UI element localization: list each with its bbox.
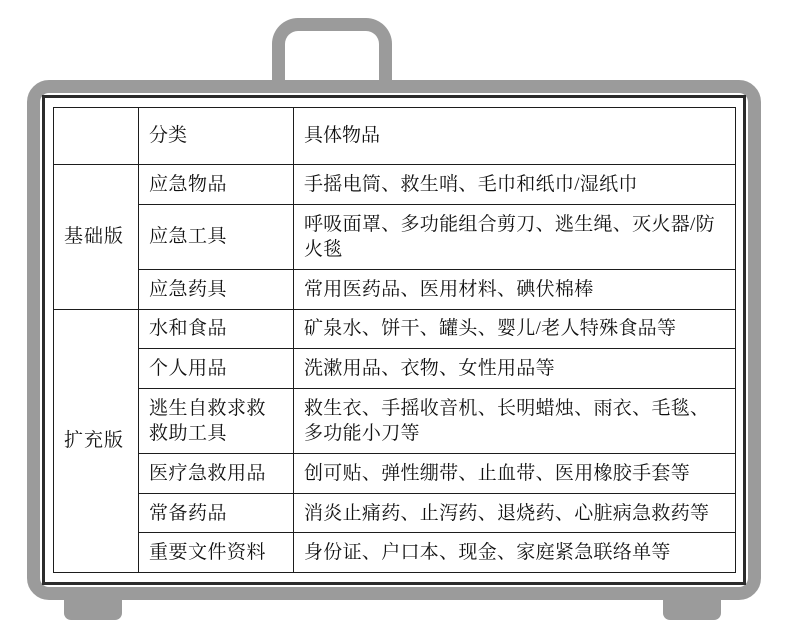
category-cell: 重要文件资料: [139, 533, 294, 573]
items-cell: 手摇电筒、救生哨、毛巾和纸巾/湿纸巾: [294, 165, 736, 205]
category-cell: 医疗急救用品: [139, 454, 294, 494]
table-row: [54, 493, 736, 533]
table-row: [54, 454, 736, 494]
category-cell: 水和食品: [139, 309, 294, 349]
items-cell: 身份证、户口本、现金、家庭紧急联络单等: [294, 533, 736, 573]
suitcase-foot-left: [64, 598, 122, 620]
column-header-items: 具体物品: [294, 108, 736, 165]
table-row: [54, 165, 736, 205]
emergency-supplies-table: [53, 107, 736, 573]
category-cell: 应急药具: [139, 270, 294, 310]
category-cell: 常备药品: [139, 493, 294, 533]
category-cell: 应急工具: [139, 204, 294, 270]
items-cell: 常用医药品、医用材料、碘伏棉棒: [294, 270, 736, 310]
column-header-category: 分类: [139, 108, 294, 165]
items-cell: 救生衣、手摇收音机、长明蜡烛、雨衣、毛毯、多功能小刀等: [294, 388, 736, 454]
table-row: [54, 270, 736, 310]
items-cell: 创可贴、弹性绷带、止血带、医用橡胶手套等: [294, 454, 736, 494]
table-header-row: [54, 108, 736, 165]
table-row: [54, 204, 736, 270]
category-cell: 个人用品: [139, 349, 294, 389]
items-cell: 呼吸面罩、多功能组合剪刀、逃生绳、灭火器/防火毯: [294, 204, 736, 270]
version-cell-basic: 基础版: [54, 165, 139, 310]
version-cell-extended: 扩充版: [54, 309, 139, 572]
table-row: [54, 349, 736, 389]
suitcase-foot-right: [663, 598, 721, 620]
items-cell: 洗漱用品、衣物、女性用品等: [294, 349, 736, 389]
table-row: [54, 309, 736, 349]
table-row: [54, 533, 736, 573]
table-row: [54, 388, 736, 454]
items-cell: 矿泉水、饼干、罐头、婴儿/老人特殊食品等: [294, 309, 736, 349]
category-cell: 应急物品: [139, 165, 294, 205]
category-cell: 逃生自救求救救助工具: [139, 388, 294, 454]
items-cell: 消炎止痛药、止泻药、退烧药、心脏病急救药等: [294, 493, 736, 533]
column-header-version: [54, 108, 139, 165]
